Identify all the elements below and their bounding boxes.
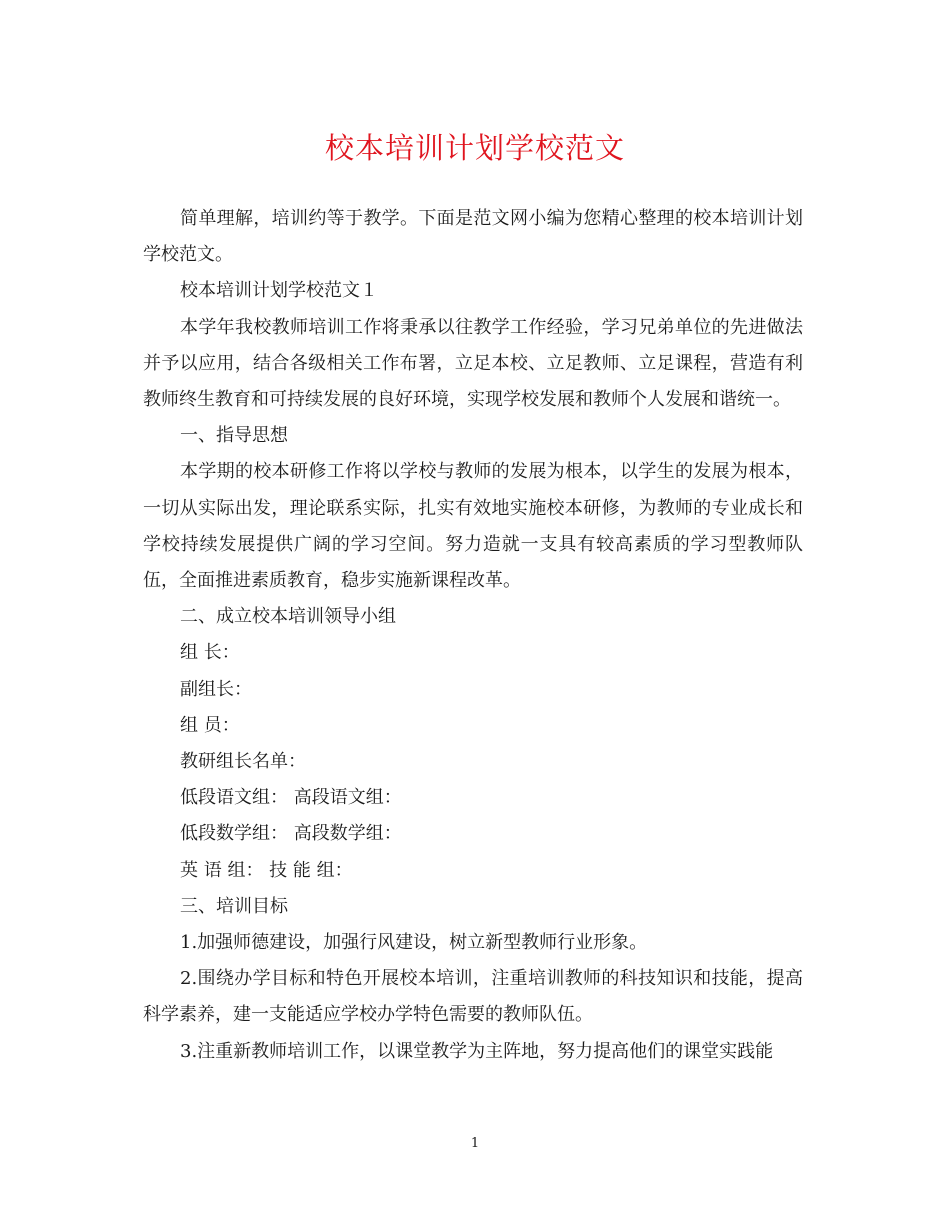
section-heading-leadership-group: 二、成立校本培训领导小组	[180, 606, 396, 628]
paragraph-deputy-leader: 副组长：	[180, 678, 252, 700]
paragraph-group-leaders: 教研组长名单：	[180, 751, 306, 773]
paragraph-chinese-groups: 低段语文组： 高段语文组：	[180, 787, 402, 809]
section-heading-training-goals: 三、培训目标	[180, 895, 288, 917]
paragraph-members: 组 员：	[180, 714, 240, 736]
page-number: 1	[470, 1136, 480, 1151]
document-title: 校本培训计划学校范文	[324, 131, 625, 165]
section-heading-guiding-ideology: 一、指导思想	[180, 425, 288, 447]
paragraph-math-groups: 低段数学组： 高段数学组：	[180, 823, 402, 845]
paragraph-intro: 简单理解，培训约等于教学。下面是范文网小编为您精心整理的校本培训计划学校范文。	[143, 208, 803, 266]
paragraph-guiding-ideology: 本学期的校本研修工作将以学校与教师的发展为根本，以学生的发展为根本，一切从实际出发，理论联系实际，扎实有效地实施校本研修，为教师的专业成长和学校持续发展提供广阔的学习空间。努力造就一支具有较高素质的学习型教师队伍，全面推进素质教育，稳步实施新课程改革。	[143, 461, 803, 592]
paragraph-english-skills-groups: 英 语 组： 技 能 组：	[180, 859, 353, 881]
paragraph-goal-1: 1.加强师德建设，加强行风建设，树立新型教师行业形象。	[180, 932, 648, 954]
paragraph-goal-3: 3.注重新教师培训工作，以课堂教学为主阵地，努力提高他们的课堂实践能	[180, 1040, 774, 1062]
document-body	[143, 201, 803, 1070]
paragraph-goal-2: 2.围绕办学目标和特色开展校本培训，注重培训教师的科技知识和技能，提高科学素养，建一支能适应学校办学特色需要的教师队伍。	[143, 968, 803, 1026]
paragraph-leader: 组 长：	[180, 642, 240, 664]
paragraph-overview: 本学年我校教师培训工作将秉承以往教学工作经验，学习兄弟单位的先进做法并予以应用，结合各级相关工作布署，立足本校、立足教师、立足课程，营造有利教师终生教育和可持续发展的良好环境，实现学校发展和教师个人发展和谐统一。	[143, 316, 803, 411]
paragraph-subtitle: 校本培训计划学校范文１	[180, 280, 378, 302]
